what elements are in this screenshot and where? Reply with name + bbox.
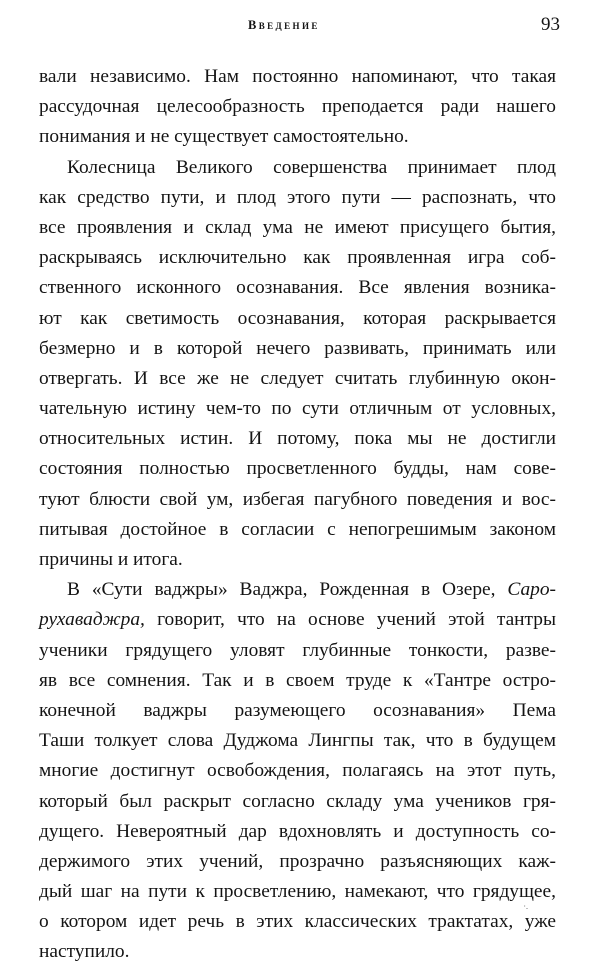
text-line: который был раскрыт согласно складу ума учеников гря- <box>39 790 556 812</box>
text-line: питывая достойное в согласии с непогрешимым законом <box>39 518 556 540</box>
text-line: ют как светимость осознавания, которая раскрывается <box>39 307 556 329</box>
text-line: туют блюсти свой ум, избегая пагубного поведения и вос- <box>39 488 556 510</box>
text-line: о котором идет речь в этих классических трактатах, уже <box>39 911 556 933</box>
text-line: рассудочная целесообразность преподается ради нашего <box>39 96 556 118</box>
text-line: причины и итога. <box>39 549 183 570</box>
text-line: В «Сути ваджры» Ваджра, Рожденная в Озере, Саро- <box>67 579 556 601</box>
text-line: понимания и не существует самостоятельно. <box>39 126 409 148</box>
text-line: рухаваджра, говорит, что на основе учений этой тантры <box>39 609 556 631</box>
text-line: дый шаг на пути к просветлению, намекают, что грядущее, <box>39 881 556 903</box>
text-line: относительных истин. И потому, пока мы не достигли <box>39 428 556 450</box>
text-line: как средство пути, и плод этого пути — распознать, что <box>39 186 556 208</box>
text-line: раскрываясь исключительно как проявленная игра соб- <box>39 247 556 269</box>
text-line: вали независимо. Нам постоянно напоминают, что такая <box>39 66 556 87</box>
body-text <box>39 62 556 968</box>
text-line: наступило. <box>39 941 130 963</box>
page-number: 93 <box>541 14 560 35</box>
text-line: Таши толкует слова Дуджома Лингпы так, что в будущем <box>39 730 556 752</box>
text-line: все проявления и склад ума не имеют присущего бытия, <box>39 216 556 238</box>
text-line: дущего. Невероятный дар вдохновлять и доступность со- <box>39 820 556 842</box>
scan-speck: ·. <box>523 902 528 911</box>
text-line: Колесница Великого совершенства принимает плод <box>67 156 556 178</box>
text-line: безмерно и в которой нечего развивать, принимать или <box>39 337 556 359</box>
text-line: конечной ваджры разумеющего осознавания» Пема <box>39 699 556 721</box>
text-line: яв все сомнения. Так и в своем труде к «Тантре остро- <box>39 669 556 691</box>
text-line: ственного исконного осознавания. Все явления возника- <box>39 277 556 299</box>
text-line: отвергать. И все же не следует считать глубинную окон- <box>39 367 556 389</box>
text-line: состояния полностью просветленного будды, нам сове- <box>39 458 556 480</box>
text-line: чательную истину чем-то по сути отличным от условных, <box>39 398 556 420</box>
text-line: держимого этих учений, прозрачно разъясняющих каж- <box>39 850 556 872</box>
text-line: многие достигнут освобождения, полагаясь на этот путь, <box>39 760 556 782</box>
text-line: ученики грядущего уловят глубинные тонкости, разве- <box>39 639 556 661</box>
running-head-title: Введение <box>248 18 320 32</box>
